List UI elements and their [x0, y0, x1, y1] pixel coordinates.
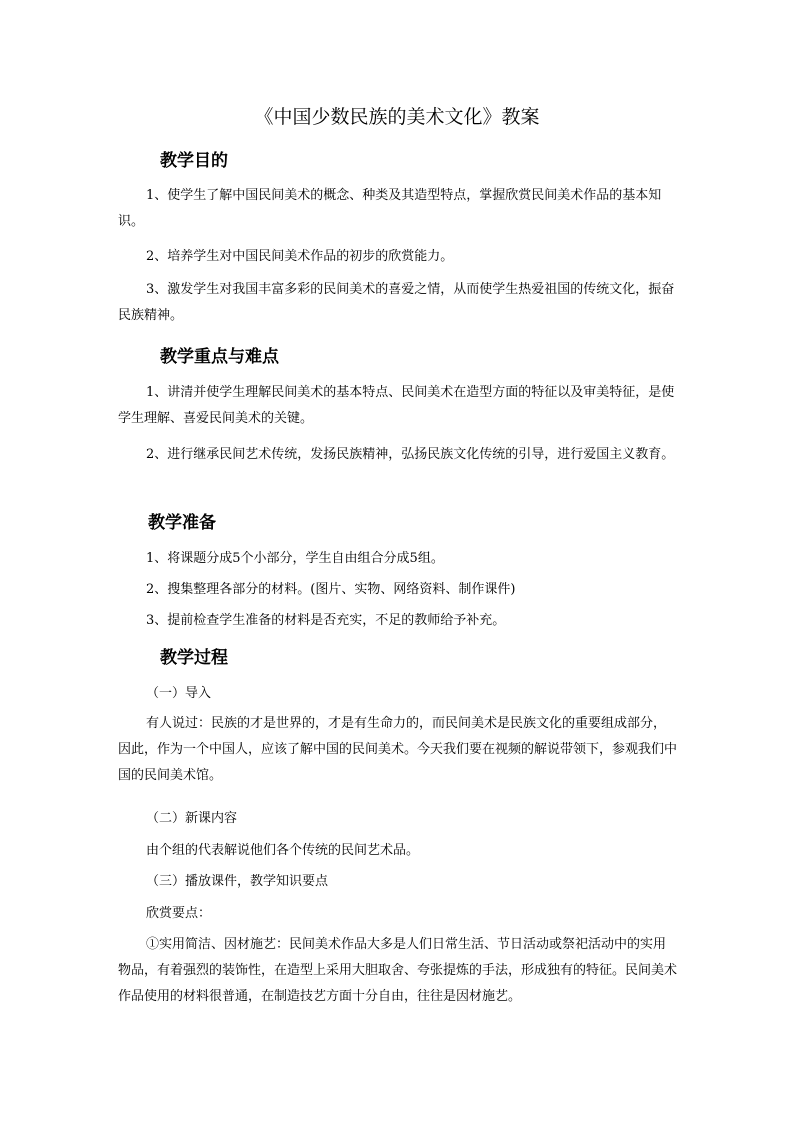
- process-step-new-content: （二）新课内容: [146, 811, 238, 826]
- preparation-item-2: 2、搜集整理各部分的材料。(图片、实物、网络资料、制作课件): [146, 582, 516, 597]
- heading-key-points: 教学重点与难点: [160, 347, 279, 367]
- keypoint-paragraph-2: 2、进行继承民间艺术传统，发扬民族精神，弘扬民族文化传统的引导，进行爱国主义教育。: [146, 447, 675, 462]
- objective-paragraph-2: 2、培养学生对中国民间美术作品的初步的欣赏能力。: [146, 249, 454, 264]
- objective-paragraph-1: 1、使学生了解中国民间美术的概念、种类及其造型特点，掌握欣赏民间美术作品的基本知识。: [118, 188, 662, 229]
- process-intro-text: 有人说过：民族的才是世界的，才是有生命力的，而民间美术是民族文化的重要组成部分，因此，作为一个中国人，应该了解中国的民间美术。今天我们要在视频的解说带领下，参观我们中国的民间美术馆。: [118, 716, 678, 783]
- objective-paragraph-3: 3、激发学生对我国丰富多彩的民间美术的喜爱之情，从而使学生热爱祖国的传统文化，振奋民族精神。: [118, 282, 675, 323]
- heading-preparation: 教学准备: [148, 513, 216, 533]
- appreciation-point-1: ①实用简洁、因材施艺：民间美术作品大多是人们日常生活、节日活动或祭祀活动中的实用物品，有着强烈的装饰性，在造型上采用大胆取舍、夸张提炼的手法，形成独有的特征。民间美术作品使用的材料很普通，在制造技艺方面十分自由，往往是因材施艺。: [118, 937, 678, 1004]
- heading-process: 教学过程: [160, 648, 228, 668]
- process-new-content-text: 由个组的代表解说他们各个传统的民间艺术品。: [146, 843, 420, 858]
- preparation-item-3: 3、提前检查学生准备的材料是否充实，不足的教师给予补充。: [146, 613, 506, 628]
- appreciation-points-label: 欣赏要点：: [146, 906, 212, 921]
- heading-teaching-objectives: 教学目的: [160, 151, 228, 171]
- preparation-item-1: 1、将课题分成5个小部分，学生自由组合分成5组。: [146, 551, 444, 566]
- document-title: 《中国少数民族的美术文化》教案: [254, 106, 540, 128]
- process-step-intro: （一）导入: [146, 686, 212, 701]
- process-step-courseware: （三）播放课件，教学知识要点: [146, 874, 329, 889]
- keypoint-paragraph-1: 1、讲清并使学生理解民间美术的基本特点、民间美术在造型方面的特征以及审美特征，是使学生理解、喜爱民间美术的关键。: [118, 385, 675, 426]
